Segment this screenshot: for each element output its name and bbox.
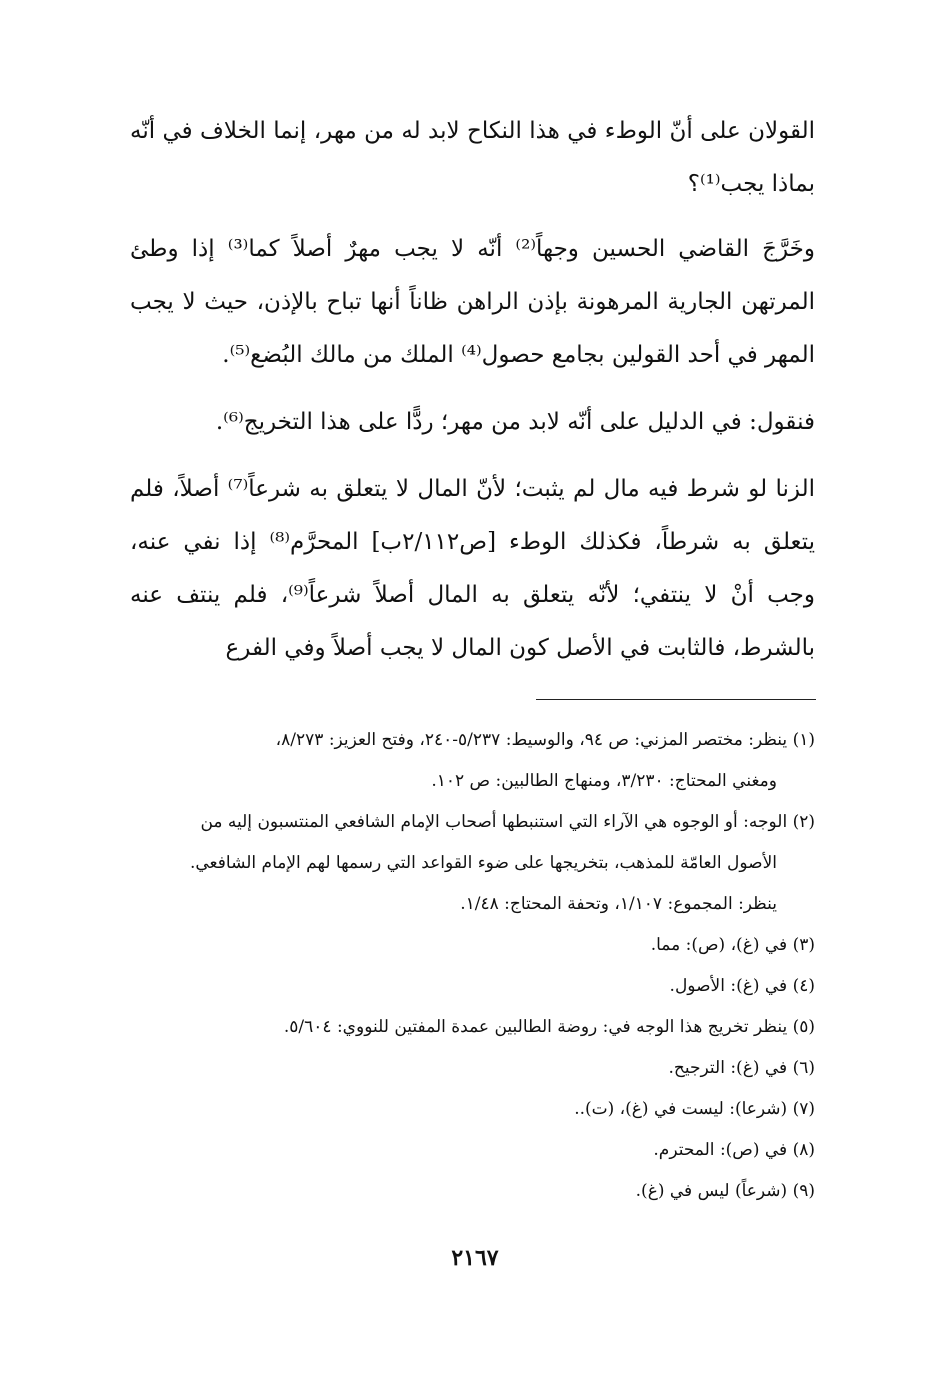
main-paragraph: الزنا لو شرط فيه مال لم يثبت؛ لأنّ المال لا يتعلق به شرعاً⁽⁷⁾ أصلاً، فلم يتعلق به شرطاً، فكذلك الوطء [ص٢/١١٢ب] المحرَّم⁽⁸⁾ إذا نفي عنه، وجب أنْ لا ينتفي؛ لأنّه يتعلق به المال أصلاً شرعاً⁽⁹⁾، فلم ينتف عنه بالشرط، فالثابت في الأصل كون المال لا يجب أصلاً وفي الفرع: [130, 476, 815, 661]
footnote: [130, 1007, 815, 1048]
footnote-line: ومغني المحتاج: ٣/٢٣٠، ومنهاج الطالبين: ص ١٠٢.: [431, 771, 777, 791]
footnote-line: ينظر: المجموع: ١/١٠٧، وتحفة المحتاج: ١/٤٨.: [460, 894, 777, 914]
footnote-line: (٩) (شرعاً) ليس في (غ).: [635, 1181, 815, 1201]
footnote-line: (٧) (شرعا): ليست في (غ)، (ت)..: [574, 1099, 815, 1119]
footnote: [130, 720, 815, 802]
page-number: ٢١٦٧: [451, 1245, 499, 1271]
footnote-divider: [536, 699, 816, 700]
main-text-block: [130, 105, 815, 689]
footnote-line: (٤) في (غ): الأصول.: [669, 976, 815, 996]
footnote-line: (٨) في (ص): المحترم.: [653, 1140, 815, 1160]
footnote: [130, 1048, 815, 1089]
footnote-line: (٣) في (غ)، (ص): مما.: [650, 935, 815, 955]
footnote: [130, 802, 815, 925]
footnote: [130, 1089, 815, 1130]
footnote: [130, 1130, 815, 1171]
footnote: [130, 925, 815, 966]
main-paragraph: فنقول: في الدليل على أنّه لابد من مهر؛ ردًّا على هذا التخريج⁽⁶⁾.: [215, 409, 815, 435]
footnote-line: (١) ينظر: مختصر المزني: ص ٩٤، والوسيط: ٥/٢٣٧-٢٤٠، وفتح العزيز: ٨/٢٧٣،: [275, 730, 815, 750]
main-paragraph: القولان على أنّ الوطء في هذا النكاح لابد له من مهر، إنما الخلاف في أنّه بماذا يجب⁽¹⁾؟: [130, 118, 815, 197]
footnotes-section: [130, 720, 815, 1212]
footnote-line: (٦) في (غ): الترجيح.: [668, 1058, 815, 1078]
footnote-line: (٢) الوجه: أو الوجوه هي الآراء التي استنبطها أصحاب الإمام الشافعي المنتسبون إليه من: [200, 812, 815, 832]
footnote-line: الأصول العامّة للمذهب، بتخريجها على ضوء القواعد التي رسمها لهم الإمام الشافعي.: [189, 853, 777, 873]
main-paragraph: وخَرَّجَ القاضي الحسين وجهاً⁽²⁾ أنّه لا يجب مهرٌ أصلاً كما⁽³⁾ إذا وطئ المرتهن الجارية المرهونة بإذن الراهن ظاناً أنها تباح بالإذن، حيث لا يجب المهر في أحد القولين بجامع حصول⁽⁴⁾ الملك من مالك البُضع⁽⁵⁾.: [130, 236, 815, 368]
footnote: [130, 966, 815, 1007]
footnote-line: (٥) ينظر تخريج هذا الوجه في: روضة الطالبين عمدة المفتين للنووي: ٥/٦٠٤.: [283, 1017, 815, 1037]
footnote: [130, 1171, 815, 1212]
